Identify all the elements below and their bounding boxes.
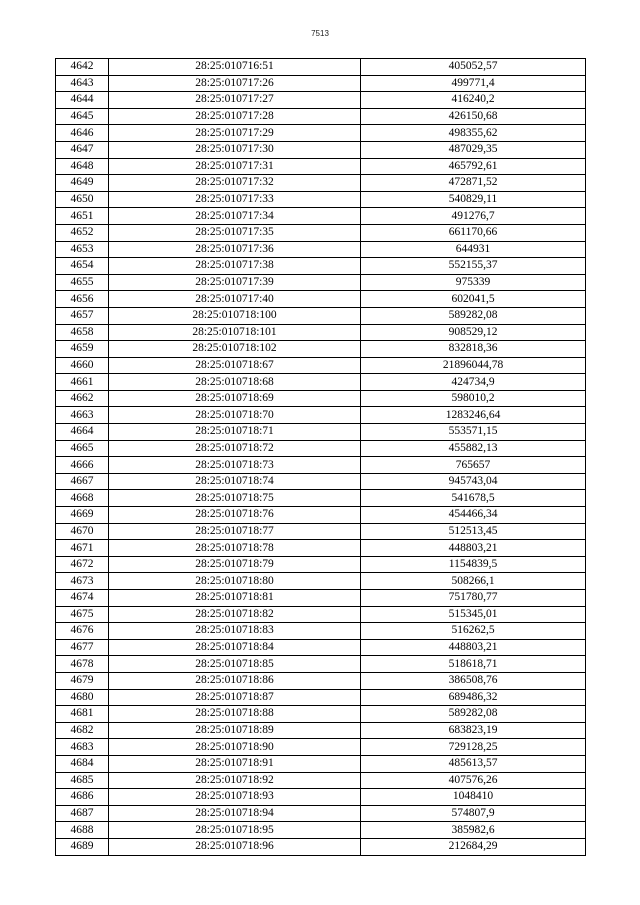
row-number-cell: 4647	[56, 141, 109, 158]
cadastral-value-cell: 553571,15	[361, 424, 586, 441]
table-row	[56, 191, 586, 208]
cadastral-number-cell: 28:25:010717:40	[109, 291, 361, 308]
cadastral-number-cell: 28:25:010718:81	[109, 590, 361, 607]
cadastral-value-cell: 499771,4	[361, 75, 586, 92]
row-number-cell: 4682	[56, 722, 109, 739]
table-row	[56, 822, 586, 839]
cadastral-value-cell: 455882,13	[361, 440, 586, 457]
cadastral-number-cell: 28:25:010717:39	[109, 274, 361, 291]
row-number-cell: 4654	[56, 258, 109, 275]
cadastral-number-cell: 28:25:010718:88	[109, 706, 361, 723]
cadastral-number-cell: 28:25:010718:75	[109, 490, 361, 507]
cadastral-value-cell: 508266,1	[361, 573, 586, 590]
table-row	[56, 755, 586, 772]
cadastral-value-cell: 515345,01	[361, 606, 586, 623]
table-row	[56, 573, 586, 590]
cadastral-value-cell: 589282,08	[361, 706, 586, 723]
cadastral-number-cell: 28:25:010718:95	[109, 822, 361, 839]
row-number-cell: 4652	[56, 224, 109, 241]
cadastral-value-cell: 21896044,78	[361, 357, 586, 374]
table-row	[56, 606, 586, 623]
cadastral-number-cell: 28:25:010718:70	[109, 407, 361, 424]
table-row	[56, 440, 586, 457]
row-number-cell: 4664	[56, 424, 109, 441]
row-number-cell: 4689	[56, 838, 109, 855]
table-row	[56, 623, 586, 640]
cadastral-value-cell: 541678,5	[361, 490, 586, 507]
cadastral-value-cell: 1283246,64	[361, 407, 586, 424]
table-row	[56, 274, 586, 291]
table-row	[56, 424, 586, 441]
row-number-cell: 4673	[56, 573, 109, 590]
row-number-cell: 4677	[56, 639, 109, 656]
table-row	[56, 357, 586, 374]
cadastral-number-cell: 28:25:010717:33	[109, 191, 361, 208]
row-number-cell: 4657	[56, 307, 109, 324]
cadastral-number-cell: 28:25:010718:77	[109, 523, 361, 540]
cadastral-number-cell: 28:25:010717:34	[109, 208, 361, 225]
cadastral-value-cell: 212684,29	[361, 838, 586, 855]
cadastral-value-cell: 491276,7	[361, 208, 586, 225]
cadastral-value-cell: 683823,19	[361, 722, 586, 739]
cadastral-number-cell: 28:25:010718:82	[109, 606, 361, 623]
cadastral-value-table	[55, 58, 586, 856]
table-row	[56, 108, 586, 125]
table-row	[56, 92, 586, 109]
cadastral-number-cell: 28:25:010716:51	[109, 59, 361, 76]
cadastral-number-cell: 28:25:010718:101	[109, 324, 361, 341]
cadastral-value-cell: 407576,26	[361, 772, 586, 789]
cadastral-value-cell: 552155,37	[361, 258, 586, 275]
table-row	[56, 241, 586, 258]
cadastral-number-cell: 28:25:010718:78	[109, 540, 361, 557]
row-number-cell: 4688	[56, 822, 109, 839]
table-row	[56, 258, 586, 275]
cadastral-number-cell: 28:25:010717:32	[109, 175, 361, 192]
cadastral-value-cell: 644931	[361, 241, 586, 258]
cadastral-number-cell: 28:25:010718:91	[109, 755, 361, 772]
row-number-cell: 4675	[56, 606, 109, 623]
cadastral-value-cell: 1048410	[361, 789, 586, 806]
table-row	[56, 672, 586, 689]
cadastral-value-cell: 598010,2	[361, 390, 586, 407]
cadastral-value-cell: 512513,45	[361, 523, 586, 540]
cadastral-value-cell: 465792,61	[361, 158, 586, 175]
cadastral-value-cell: 729128,25	[361, 739, 586, 756]
cadastral-value-cell: 487029,35	[361, 141, 586, 158]
table-row	[56, 59, 586, 76]
cadastral-number-cell: 28:25:010718:79	[109, 556, 361, 573]
table-row	[56, 590, 586, 607]
cadastral-value-cell: 975339	[361, 274, 586, 291]
cadastral-number-cell: 28:25:010718:89	[109, 722, 361, 739]
cadastral-number-cell: 28:25:010718:68	[109, 374, 361, 391]
cadastral-number-cell: 28:25:010718:92	[109, 772, 361, 789]
cadastral-number-cell: 28:25:010718:87	[109, 689, 361, 706]
cadastral-number-cell: 28:25:010717:38	[109, 258, 361, 275]
row-number-cell: 4669	[56, 507, 109, 524]
cadastral-number-cell: 28:25:010718:69	[109, 390, 361, 407]
table-row	[56, 407, 586, 424]
row-number-cell: 4642	[56, 59, 109, 76]
row-number-cell: 4681	[56, 706, 109, 723]
cadastral-value-cell: 661170,66	[361, 224, 586, 241]
cadastral-value-cell: 765657	[361, 457, 586, 474]
cadastral-number-cell: 28:25:010717:26	[109, 75, 361, 92]
table-row	[56, 158, 586, 175]
cadastral-number-cell: 28:25:010718:86	[109, 672, 361, 689]
row-number-cell: 4656	[56, 291, 109, 308]
cadastral-number-cell: 28:25:010718:71	[109, 424, 361, 441]
cadastral-number-cell: 28:25:010718:96	[109, 838, 361, 855]
row-number-cell: 4668	[56, 490, 109, 507]
cadastral-number-cell: 28:25:010718:90	[109, 739, 361, 756]
row-number-cell: 4665	[56, 440, 109, 457]
table-row	[56, 324, 586, 341]
row-number-cell: 4645	[56, 108, 109, 125]
row-number-cell: 4680	[56, 689, 109, 706]
cadastral-number-cell: 28:25:010718:100	[109, 307, 361, 324]
cadastral-value-cell: 405052,57	[361, 59, 586, 76]
cadastral-number-cell: 28:25:010717:31	[109, 158, 361, 175]
cadastral-value-cell: 832818,36	[361, 341, 586, 358]
cadastral-number-cell: 28:25:010718:74	[109, 473, 361, 490]
cadastral-number-cell: 28:25:010717:27	[109, 92, 361, 109]
cadastral-number-cell: 28:25:010718:102	[109, 341, 361, 358]
table-row	[56, 291, 586, 308]
row-number-cell: 4646	[56, 125, 109, 142]
cadastral-value-cell: 454466,34	[361, 507, 586, 524]
cadastral-number-cell: 28:25:010718:94	[109, 805, 361, 822]
cadastral-value-cell: 485613,57	[361, 755, 586, 772]
cadastral-value-cell: 516262,5	[361, 623, 586, 640]
cadastral-number-cell: 28:25:010717:29	[109, 125, 361, 142]
table-row	[56, 141, 586, 158]
table-body	[56, 59, 586, 856]
cadastral-value-cell: 751780,77	[361, 590, 586, 607]
table-row	[56, 838, 586, 855]
cadastral-value-cell: 574807,9	[361, 805, 586, 822]
cadastral-value-cell: 385982,6	[361, 822, 586, 839]
row-number-cell: 4671	[56, 540, 109, 557]
table-row	[56, 556, 586, 573]
row-number-cell: 4650	[56, 191, 109, 208]
table-row	[56, 457, 586, 474]
cadastral-value-cell: 426150,68	[361, 108, 586, 125]
cadastral-value-cell: 448803,21	[361, 639, 586, 656]
row-number-cell: 4653	[56, 241, 109, 258]
row-number-cell: 4670	[56, 523, 109, 540]
table-row	[56, 208, 586, 225]
cadastral-number-cell: 28:25:010718:80	[109, 573, 361, 590]
cadastral-value-cell: 498355,62	[361, 125, 586, 142]
cadastral-value-cell: 540829,11	[361, 191, 586, 208]
table-row	[56, 374, 586, 391]
table-row	[56, 739, 586, 756]
row-number-cell: 4643	[56, 75, 109, 92]
cadastral-number-cell: 28:25:010717:36	[109, 241, 361, 258]
row-number-cell: 4678	[56, 656, 109, 673]
cadastral-value-cell: 518618,71	[361, 656, 586, 673]
row-number-cell: 4658	[56, 324, 109, 341]
table-row	[56, 473, 586, 490]
table-row	[56, 789, 586, 806]
table-row	[56, 507, 586, 524]
cadastral-value-cell: 448803,21	[361, 540, 586, 557]
row-number-cell: 4649	[56, 175, 109, 192]
table-row	[56, 523, 586, 540]
row-number-cell: 4661	[56, 374, 109, 391]
table-row	[56, 706, 586, 723]
cadastral-number-cell: 28:25:010718:84	[109, 639, 361, 656]
table-row	[56, 540, 586, 557]
cadastral-number-cell: 28:25:010718:76	[109, 507, 361, 524]
row-number-cell: 4685	[56, 772, 109, 789]
cadastral-number-cell: 28:25:010717:28	[109, 108, 361, 125]
cadastral-number-cell: 28:25:010717:35	[109, 224, 361, 241]
row-number-cell: 4667	[56, 473, 109, 490]
table-row	[56, 341, 586, 358]
cadastral-value-cell: 1154839,5	[361, 556, 586, 573]
cadastral-value-cell: 602041,5	[361, 291, 586, 308]
cadastral-value-cell: 472871,52	[361, 175, 586, 192]
row-number-cell: 4660	[56, 357, 109, 374]
row-number-cell: 4687	[56, 805, 109, 822]
table-row	[56, 772, 586, 789]
table-row	[56, 75, 586, 92]
row-number-cell: 4655	[56, 274, 109, 291]
row-number-cell: 4672	[56, 556, 109, 573]
table-row	[56, 490, 586, 507]
cadastral-value-cell: 416240,2	[361, 92, 586, 109]
cadastral-value-cell: 908529,12	[361, 324, 586, 341]
row-number-cell: 4684	[56, 755, 109, 772]
table-row	[56, 307, 586, 324]
cadastral-number-cell: 28:25:010718:67	[109, 357, 361, 374]
table-row	[56, 722, 586, 739]
table-row	[56, 390, 586, 407]
row-number-cell: 4663	[56, 407, 109, 424]
cadastral-value-cell: 945743,04	[361, 473, 586, 490]
cadastral-value-cell: 589282,08	[361, 307, 586, 324]
row-number-cell: 4651	[56, 208, 109, 225]
cadastral-number-cell: 28:25:010718:72	[109, 440, 361, 457]
row-number-cell: 4676	[56, 623, 109, 640]
row-number-cell: 4659	[56, 341, 109, 358]
table-row	[56, 224, 586, 241]
table-row	[56, 805, 586, 822]
table-row	[56, 639, 586, 656]
cadastral-value-cell: 386508,76	[361, 672, 586, 689]
row-number-cell: 4683	[56, 739, 109, 756]
row-number-cell: 4648	[56, 158, 109, 175]
row-number-cell: 4686	[56, 789, 109, 806]
cadastral-value-cell: 424734,9	[361, 374, 586, 391]
row-number-cell: 4666	[56, 457, 109, 474]
cadastral-number-cell: 28:25:010718:93	[109, 789, 361, 806]
cadastral-value-cell: 689486,32	[361, 689, 586, 706]
row-number-cell: 4662	[56, 390, 109, 407]
cadastral-number-cell: 28:25:010718:73	[109, 457, 361, 474]
table-row	[56, 656, 586, 673]
row-number-cell: 4679	[56, 672, 109, 689]
row-number-cell: 4644	[56, 92, 109, 109]
row-number-cell: 4674	[56, 590, 109, 607]
table-row	[56, 689, 586, 706]
cadastral-number-cell: 28:25:010718:83	[109, 623, 361, 640]
table-row	[56, 125, 586, 142]
cadastral-number-cell: 28:25:010718:85	[109, 656, 361, 673]
page-number: 7513	[311, 29, 329, 38]
cadastral-number-cell: 28:25:010717:30	[109, 141, 361, 158]
table-row	[56, 175, 586, 192]
